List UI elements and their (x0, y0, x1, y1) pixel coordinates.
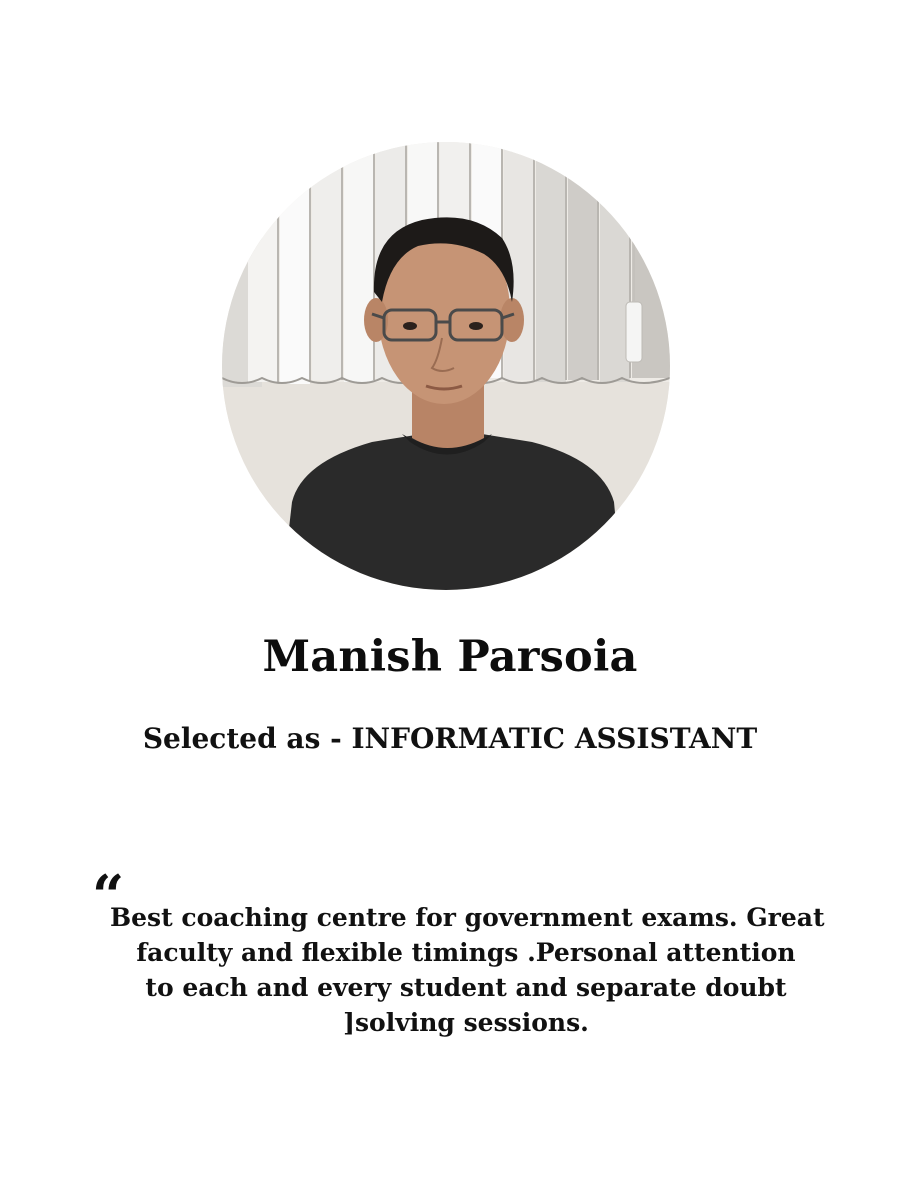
testimonial-line: faculty and flexible timings .Personal attention (136, 938, 796, 967)
testimonial-line: to each and every student and separate doubt (145, 973, 787, 1002)
person-name: Manish Parsoia (262, 632, 638, 682)
avatar (222, 142, 670, 590)
selection-role: Selected as - INFORMATIC ASSISTANT (142, 722, 758, 755)
testimonial-text (110, 900, 825, 1040)
quote-mark-icon: “ (92, 863, 125, 929)
testimonial-line: ]solving sessions. (343, 1008, 589, 1037)
testimonial-line: Best coaching centre for government exams. Great (110, 903, 825, 932)
person-portrait-photo-icon (222, 142, 670, 590)
